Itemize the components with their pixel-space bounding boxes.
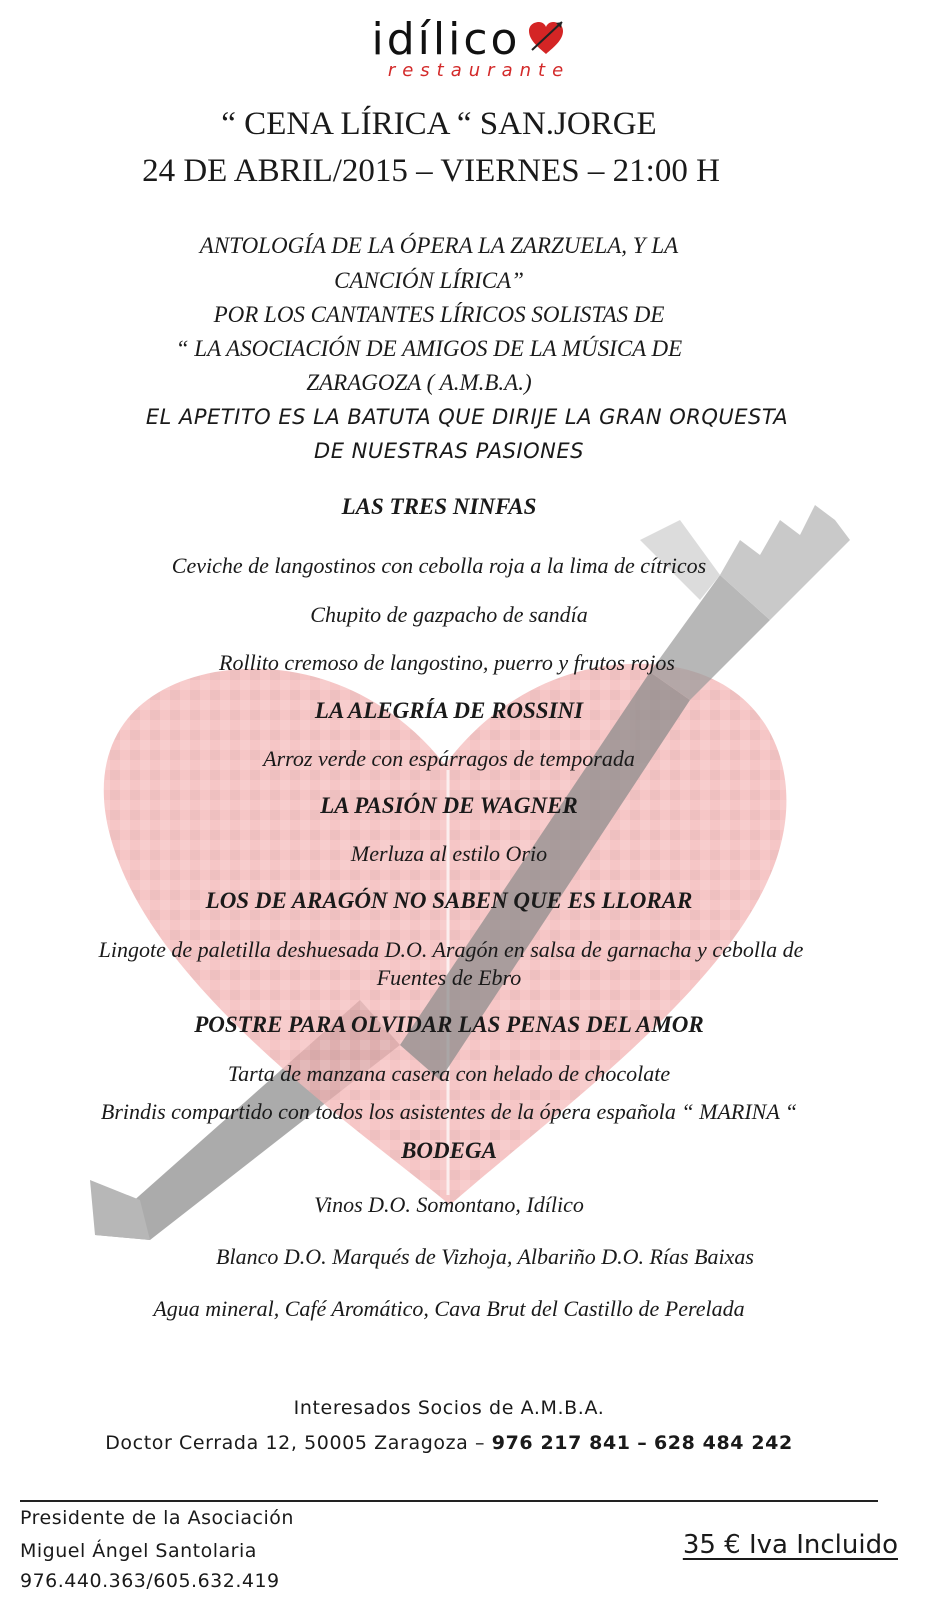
footer-address: Doctor Cerrada 12, 50005 Zaragoza –	[105, 1432, 486, 1454]
menu-item: Blanco D.O. Marqués de Vizhoja, Albariño D.O. Rías Baixas	[216, 1244, 754, 1269]
footer-separator: –	[637, 1432, 648, 1454]
menu-item: Rollito cremoso de langostino, puerro y frutos rojos	[219, 650, 675, 675]
menu-section-title: LOS DE ARAGÓN NO SABEN QUE ES LLORAR	[205, 888, 693, 913]
event-title: “ CENA LÍRICA “ SAN.JORGE	[221, 106, 657, 142]
menu-item: Merluza al estilo Orio	[350, 841, 548, 866]
intro-line: CANCIÓN LÍRICA”	[334, 268, 524, 293]
heart-arrow-icon	[526, 18, 566, 58]
menu-item: Tarta de manzana casera con helado de chocolate	[227, 1061, 671, 1086]
intro-line: ANTOLOGÍA DE LA ÓPERA LA ZARZUELA, Y LA	[199, 233, 679, 258]
price-label: 35 € Iva Incluido	[682, 1530, 898, 1560]
footer-contact	[0, 1432, 918, 1454]
menu-item: Arroz verde con espárragos de temporada	[263, 746, 635, 771]
president-phones: 976.440.363/605.632.419	[20, 1570, 280, 1592]
menu-item: Chupito de gazpacho de sandía	[310, 602, 588, 627]
intro-line: “ LA ASOCIACIÓN DE AMIGOS DE LA MÚSICA DE	[175, 336, 683, 361]
footer-interested: Interesados Socios de A.M.B.A.	[293, 1397, 605, 1419]
menu-item: Vinos D.O. Somontano, Idílico	[314, 1192, 584, 1217]
menu-item: Ceviche de langostinos con cebolla roja a la lima de cítricos	[171, 553, 707, 578]
event-date: 24 DE ABRIL/2015 – VIERNES – 21:00 H	[142, 153, 720, 189]
menu-item: Lingote de paletilla deshuesada D.O. Aragón en salsa de garnacha y cebolla de	[98, 937, 804, 962]
intro-line: ZARAGOZA ( A.M.B.A.)	[306, 370, 532, 395]
footer-phone: 628 484 242	[653, 1432, 793, 1454]
motto-line: DE NUESTRAS PASIONES	[314, 439, 584, 463]
logo-subtitle: restaurante	[387, 60, 571, 81]
menu-section-title: LA PASIÓN DE WAGNER	[320, 793, 578, 818]
president-title: Presidente de la Asociación	[20, 1507, 294, 1529]
logo-brand: idílico	[371, 14, 521, 65]
menu-item: Agua mineral, Café Aromático, Cava Brut del Castillo de Perelada	[153, 1296, 745, 1321]
intro-line: POR LOS CANTANTES LÍRICOS SOLISTAS DE	[213, 302, 665, 327]
divider-line	[20, 1500, 878, 1502]
restaurant-logo	[0, 14, 938, 80]
menu-section-title: BODEGA	[401, 1138, 497, 1163]
menu-item: Brindis compartido con todos los asistentes de la ópera española “ MARINA “	[100, 1099, 798, 1124]
menu-section-title: POSTRE PARA OLVIDAR LAS PENAS DEL AMOR	[194, 1012, 704, 1037]
president-name: Miguel Ángel Santolaria	[20, 1540, 257, 1562]
menu-section-title: LA ALEGRÍA DE ROSSINI	[314, 698, 584, 723]
menu-section-title: LAS TRES NINFAS	[341, 494, 537, 519]
motto-line: EL APETITO ES LA BATUTA QUE DIRIJE LA GRAN ORQUESTA	[145, 405, 789, 429]
menu-item: Fuentes de Ebro	[376, 965, 522, 990]
footer-phone: 976 217 841	[491, 1432, 631, 1454]
